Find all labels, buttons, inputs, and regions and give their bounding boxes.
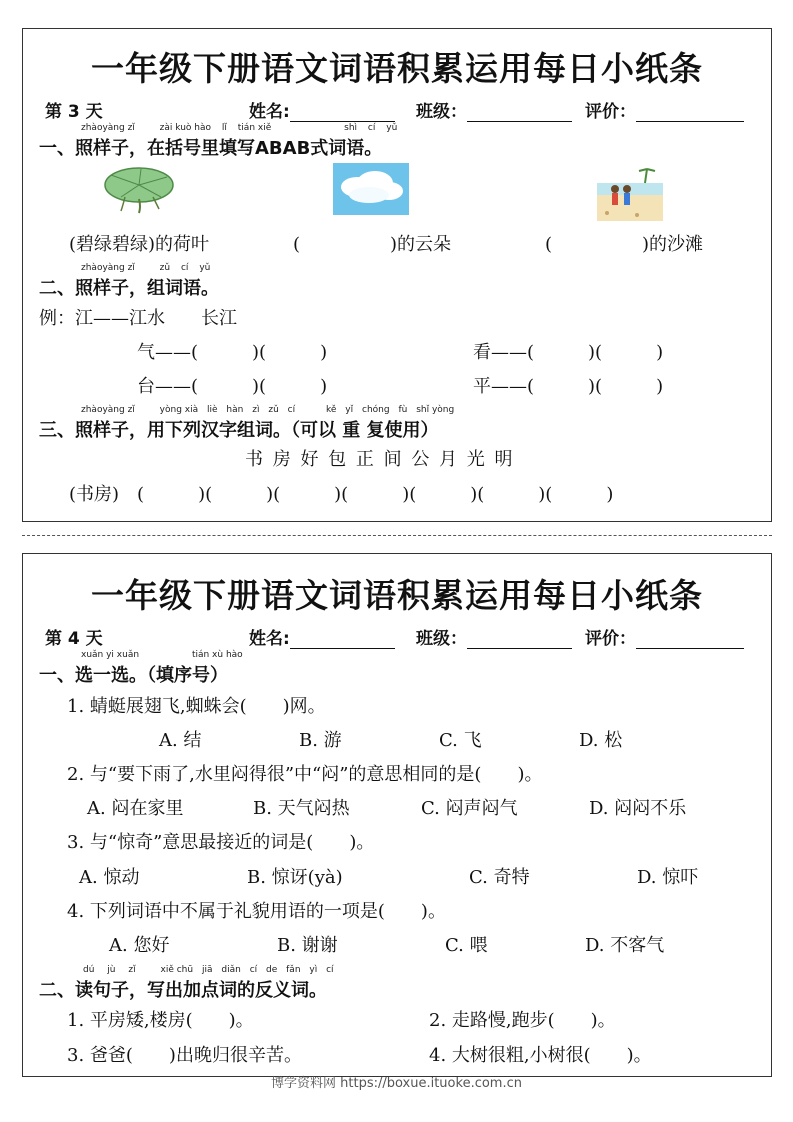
class-label: 班级：	[416, 629, 467, 649]
word-row[interactable]: 看——( )( )	[473, 342, 664, 363]
beach-kids-icon	[597, 165, 663, 221]
card-title: 一年级下册语文词语积累运用每日小纸条	[91, 49, 703, 88]
question-4: 4. 下列词语中不属于礼貌用语的一项是( )。	[67, 901, 446, 922]
class-label: 班级：	[416, 102, 467, 122]
worksheet-card-day4	[22, 553, 772, 1077]
option[interactable]: B. 谢谢	[277, 935, 338, 956]
option[interactable]: C. 奇特	[469, 867, 530, 888]
pinyin-annotation: zhàoyàng zǐ yòng xià liè hàn zì zǔ cí kě yǐ chóng fù shǐ yòng	[81, 405, 455, 415]
day-label: 第 3 天	[45, 102, 103, 122]
footer-watermark: 博学资料网 https://boxue.ituoke.com.cn	[271, 1076, 522, 1091]
abab-blank-cloud[interactable]: ( )的云朵	[293, 234, 452, 255]
option[interactable]: A. 结	[159, 730, 202, 751]
section-title: 三、照样子，用下列汉字组词。（可以 重 复使用）	[39, 420, 439, 441]
option[interactable]: D. 松	[579, 730, 623, 751]
cut-line	[22, 535, 772, 536]
option[interactable]: B. 游	[299, 730, 342, 751]
option[interactable]: C. 飞	[439, 730, 482, 751]
abab-blank-beach[interactable]: ( )的沙滩	[545, 234, 704, 255]
eval-field[interactable]	[585, 97, 744, 122]
class-blank[interactable]	[467, 105, 572, 122]
option[interactable]: D. 惊吓	[637, 867, 699, 888]
pinyin-annotation: zhàoyàng zǐ zǔ cí yǔ	[81, 263, 211, 273]
sentence-4[interactable]: 4. 大树很粗,小树很( )。	[429, 1045, 652, 1066]
question-3: 3. 与“惊奇”意思最接近的词是( )。	[67, 832, 375, 853]
section-title: 二、读句子，写出加点词的反义词。	[39, 980, 327, 1001]
name-blank[interactable]	[290, 105, 395, 122]
eval-blank[interactable]	[636, 105, 744, 122]
char-list: 书 房 好 包 正 间 公 月 光 明	[245, 449, 515, 470]
class-blank[interactable]	[467, 632, 572, 649]
word-row[interactable]: 气——( )( )	[137, 342, 328, 363]
option[interactable]: D. 闷闷不乐	[589, 798, 687, 819]
word-example: 例：江——江水 长江	[39, 308, 237, 329]
name-label: 姓名:	[249, 102, 290, 122]
class-field[interactable]	[416, 624, 572, 649]
char-answer-row[interactable]: (书房) ( )( )( )( )( )( )( )	[69, 484, 614, 505]
sentence-3[interactable]: 3. 爸爸( )出晚归很辛苦。	[67, 1045, 302, 1066]
pinyin-annotation: dú jù zǐ xiě chū jiā diǎn cí de fǎn yì cí	[83, 965, 334, 975]
eval-field[interactable]	[585, 624, 744, 649]
option[interactable]: D. 不客气	[585, 935, 665, 956]
card-title: 一年级下册语文词语积累运用每日小纸条	[91, 576, 703, 615]
name-field[interactable]	[249, 624, 395, 649]
lotus-leaf-icon	[101, 165, 181, 215]
option[interactable]: A. 您好	[109, 935, 170, 956]
option[interactable]: A. 闷在家里	[87, 798, 184, 819]
name-field[interactable]	[249, 97, 395, 122]
eval-blank[interactable]	[636, 632, 744, 649]
eval-label: 评价：	[585, 629, 636, 649]
section-title: 一、照样子，在括号里填写ABAB式词语。	[39, 138, 383, 159]
option[interactable]: A. 惊动	[79, 867, 140, 888]
class-field[interactable]	[416, 97, 572, 122]
word-row[interactable]: 台——( )( )	[137, 376, 328, 397]
pinyin-annotation: xuǎn yi xuǎn tián xù hào	[81, 650, 243, 660]
section-title: 一、选一选。（填序号）	[39, 665, 228, 686]
option[interactable]: B. 天气闷热	[253, 798, 350, 819]
section-title: 二、照样子，组词语。	[39, 278, 219, 299]
question-1: 1. 蜻蜓展翅飞,蜘蛛会( )网。	[67, 696, 326, 717]
sentence-1[interactable]: 1. 平房矮,楼房( )。	[67, 1010, 254, 1031]
name-label: 姓名:	[249, 629, 290, 649]
option[interactable]: C. 喂	[445, 935, 488, 956]
word-row[interactable]: 平——( )( )	[473, 376, 664, 397]
question-2: 2. 与“要下雨了,水里闷得很”中“闷”的意思相同的是( )。	[67, 764, 543, 785]
abab-example: (碧绿碧绿)的荷叶	[69, 234, 210, 255]
pinyin-annotation: zhàoyàng zǐ zài kuò hào lǐ tián xiě shì cí yǔ	[81, 123, 398, 133]
name-blank[interactable]	[290, 632, 395, 649]
option[interactable]: B. 惊讶(yà)	[247, 867, 343, 888]
eval-label: 评价：	[585, 102, 636, 122]
sentence-2[interactable]: 2. 走路慢,跑步( )。	[429, 1010, 616, 1031]
worksheet-card-day3	[22, 28, 772, 522]
option[interactable]: C. 闷声闷气	[421, 798, 518, 819]
day-label: 第 4 天	[45, 629, 103, 649]
cloud-icon	[331, 161, 411, 217]
